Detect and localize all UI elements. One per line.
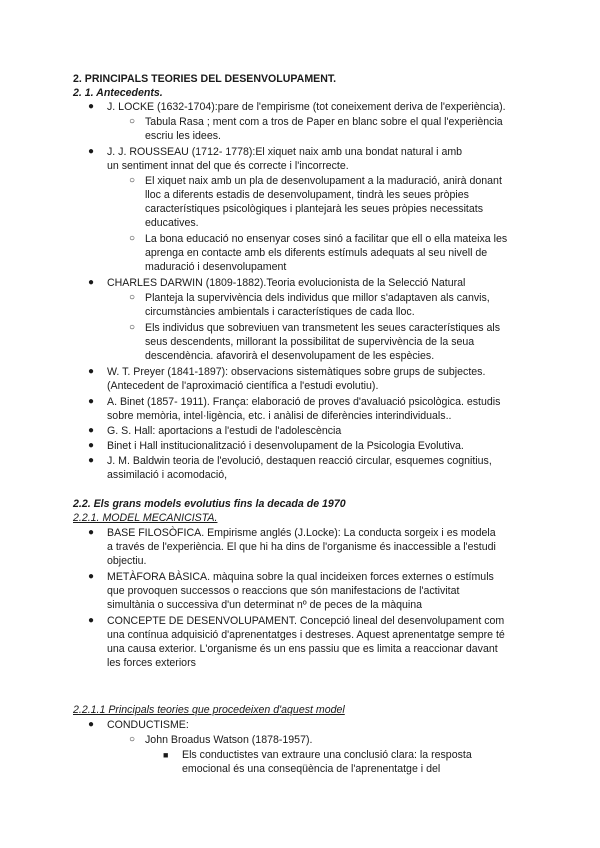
- list-item-metafora-line: simultània o successiva d'un determinat nº de peces de la màquina: [107, 599, 423, 611]
- list-item-concepte-line: una contínua adquisició d'aprenentatges i destreses. Aquest aprenentatge sempre té: [107, 629, 505, 641]
- list-item-preyer-line: W. T. Preyer (1841-1897): observacions sistemàtiques sobre grups de subjectes.: [107, 366, 486, 378]
- list-item-conductisme: CONDUCTISME:: [107, 719, 189, 731]
- section-heading-2-2-1: 2.2.1. MODEL MECANICISTA.: [73, 512, 218, 524]
- list-item-base-filosofica-line: BASE FILOSÒFICA. Empirisme anglés (J.Locke): La conducta sorgeix i es modela: [107, 527, 496, 539]
- bullet-square-icon: ■: [163, 750, 169, 760]
- list-item-locke: J. LOCKE (1632-1704):pare de l'empirisme (tot coneixement deriva de l'experiència).: [107, 101, 506, 113]
- list-item-rousseau-sub-line: maduració i desenvolupament: [145, 261, 287, 273]
- bullet-hollow-icon: ○: [129, 292, 136, 303]
- bullet-filled-icon: ●: [88, 146, 95, 157]
- list-item-rousseau-sub-line: La bona educació no ensenyar coses sinó a facilitar que ell o ella mateixa les: [145, 233, 508, 245]
- bullet-filled-icon: ●: [88, 440, 95, 451]
- list-item-concepte-line: una causa exterior. L'organisme és un ens passiu que es limita a reaccionar davant: [107, 643, 498, 655]
- list-item-rousseau-sub-line: lloc a diferents estadis de desenvolupament, tindrà les seues pròpies: [145, 189, 469, 201]
- section-heading-2-2-1-1: 2.2.1.1 Principals teories que procedeixen d'aquest model: [73, 704, 345, 716]
- bullet-hollow-icon: ○: [129, 175, 136, 186]
- list-item-hall: G. S. Hall: aportacions a l'estudi de l'adolescència: [107, 425, 342, 437]
- section-heading-2-2: 2.2. Els grans models evolutius fins la decada de 1970: [73, 498, 346, 510]
- list-item-baldwin-line: J. M. Baldwin teoria de l'evolució, destaquen reacció circular, esquemes cognitius,: [107, 455, 492, 467]
- list-item-rousseau-sub-line: El xiquet naix amb un pla de desenvolupament a la maduració, anirà donant: [145, 175, 502, 187]
- list-item-rousseau-sub-line: educatives.: [145, 217, 199, 229]
- bullet-filled-icon: ●: [88, 425, 95, 436]
- list-item-darwin: CHARLES DARWIN (1809-1882).Teoria evolucionista de la Selecció Natural: [107, 277, 466, 289]
- list-item-darwin-sub-line: Els individus que sobreviuen van transmetent les seues característiques als: [145, 322, 501, 334]
- list-item-concepte-line: les forces exteriors: [107, 657, 196, 669]
- bullet-filled-icon: ●: [88, 396, 95, 407]
- bullet-hollow-icon: ○: [129, 233, 136, 244]
- list-item-binet-hall: Binet i Hall institucionalització i desenvolupament de la Psicologia Evolutiva.: [107, 440, 464, 452]
- list-item-rousseau-sub-line: aprenga en contacte amb els diferents estímuls adequats al seu nivell de: [145, 247, 488, 259]
- bullet-hollow-icon: ○: [129, 734, 136, 745]
- bullet-filled-icon: ●: [88, 527, 95, 538]
- list-item-darwin-sub-line: descendència. afavorirà el desenvolupament de les espècies.: [145, 350, 435, 362]
- list-item-metafora-line: METÀFORA BÀSICA. màquina sobre la qual incideixen forces externes o estímuls: [107, 571, 494, 583]
- list-item-metafora-line: que provoquen successos o reaccions que són manifestacions de l'activitat: [107, 585, 460, 597]
- list-item-darwin-sub-line: circumstàncies ambientals i característiques de cada lloc.: [145, 306, 415, 318]
- list-item-rousseau-line: un sentiment innat del que és correcte i l'incorrecte.: [107, 160, 349, 172]
- bullet-hollow-icon: ○: [129, 116, 136, 127]
- list-item-locke-sub-line: Tabula Rasa ; ment com a tros de Paper en blanc sobre el qual l'experiència: [145, 116, 503, 128]
- bullet-filled-icon: ●: [88, 366, 95, 377]
- subsection-heading-antecedents: 2. 1. Antecedents.: [73, 87, 163, 99]
- bullet-filled-icon: ●: [88, 277, 95, 288]
- bullet-filled-icon: ●: [88, 719, 95, 730]
- bullet-filled-icon: ●: [88, 571, 95, 582]
- list-item-watson: John Broadus Watson (1878-1957).: [145, 734, 313, 746]
- list-item-darwin-sub-line: Planteja la supervivència dels individus que millor s'adaptaven als canvis,: [145, 292, 490, 304]
- list-item-binet-line: sobre memòria, intel·ligència, etc. i anàlisi de diferències interindividuals..: [107, 410, 452, 422]
- list-item-locke-sub-line: escriu les idees.: [145, 130, 221, 142]
- list-item-darwin-sub-line: seus descendents, millorant la possibilitat de supervivència de la seua: [145, 336, 475, 348]
- list-item-watson-sub-line: Els conductistes van extraure una conclusió clara: la resposta: [182, 749, 472, 761]
- list-item-binet-line: A. Binet (1857- 1911). França: elaboració de proves d'avaluació psicològica. estudis: [107, 396, 501, 408]
- bullet-filled-icon: ●: [88, 615, 95, 626]
- section-heading: 2. PRINCIPALS TEORIES DEL DESENVOLUPAMENT.: [73, 73, 337, 85]
- bullet-filled-icon: ●: [88, 455, 95, 466]
- list-item-base-filosofica-line: objectiu.: [107, 555, 147, 567]
- list-item-preyer-line: (Antecedent de l'aproximació científica a l'estudi evolutiu).: [107, 380, 379, 392]
- list-item-rousseau-line: J. J. ROUSSEAU (1712- 1778):El xiquet naix amb una bondat natural i amb: [107, 146, 463, 158]
- list-item-rousseau-sub-line: característiques psicològiques i plantejarà les seues pròpies necessitats: [145, 203, 484, 215]
- list-item-concepte-line: CONCEPTE DE DESENVOLUPAMENT. Concepció lineal del desenvolupament com: [107, 615, 505, 627]
- list-item-base-filosofica-line: a través de l'experiència. El que hi ha dins de l'organisme és inaccessible a l'estudi: [107, 541, 496, 553]
- list-item-baldwin-line: assimilació i acomodació,: [107, 469, 228, 481]
- list-item-watson-sub-line: emocional és una conseqüència de l'aprenentatge i del: [182, 763, 441, 775]
- bullet-filled-icon: ●: [88, 101, 95, 112]
- bullet-hollow-icon: ○: [129, 322, 136, 333]
